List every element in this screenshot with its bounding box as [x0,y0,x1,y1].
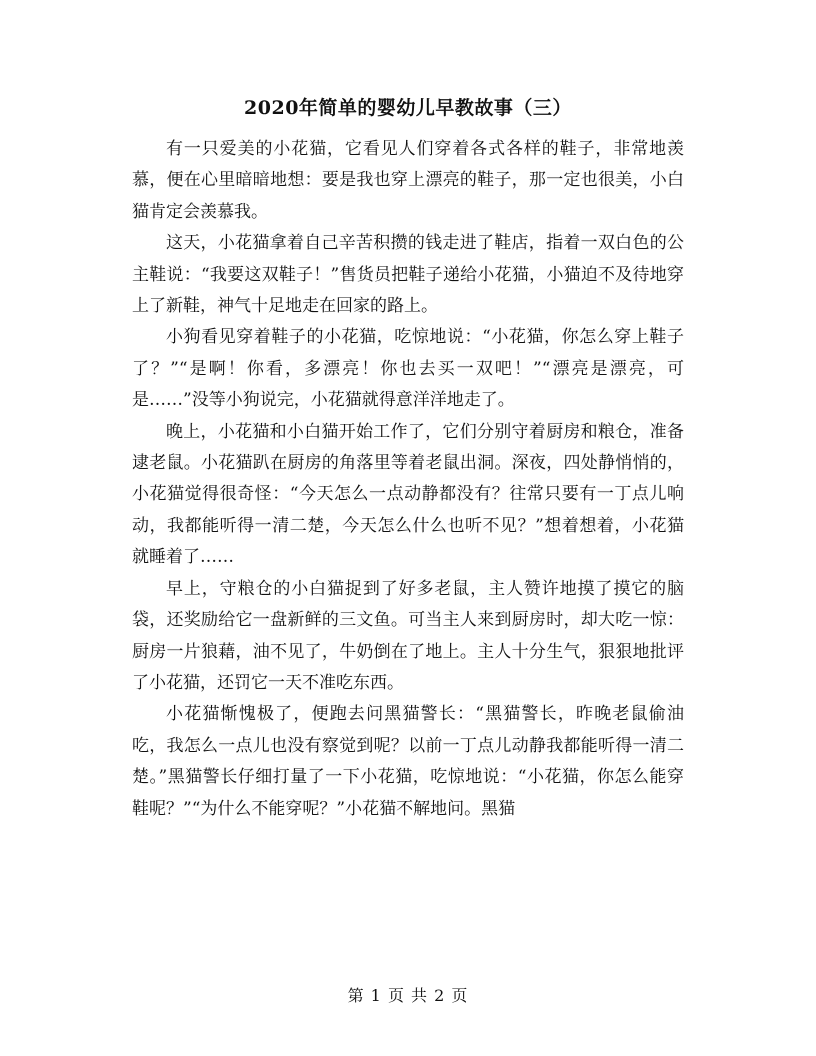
paragraph: 有一只爱美的小花猫，它看见人们穿着各式各样的鞋子，非常地羡慕，便在心里暗暗地想：要是我也穿上漂亮的鞋子，那一定也很美，小白猫肯定会羡慕我。 [132,139,684,222]
document-body [132,134,684,825]
document-title: 2020年简单的婴幼儿早教故事（三） [244,97,572,119]
paragraph: 这天，小花猫拿着自己辛苦积攒的钱走进了鞋店，指着一双白色的公主鞋说：“我要这双鞋子！”售货员把鞋子递给小花猫，小猫迫不及待地穿上了新鞋，神气十足地走在回家的路上。 [132,233,684,317]
paragraph: 小花猫惭愧极了，便跑去问黑猫警长：“黑猫警长，昨晚老鼠偷油吃，我怎么一点儿也没有察觉到呢？以前一丁点儿动静我都能听得一清二楚。”黑猫警长仔细打量了一下小花猫，吃惊地说：“小花猫，你怎么能穿鞋呢？”“为什么不能穿呢？”小花猫不解地问。黑猫 [132,704,684,819]
paragraph: 小狗看见穿着鞋子的小花猫，吃惊地说：“小花猫，你怎么穿上鞋子了？”“是啊！你看，多漂亮！你也去买一双吧！”“漂亮是漂亮，可是……”没等小狗说完，小花猫就得意洋洋地走了。 [132,327,684,411]
paragraph: 早上，守粮仓的小白猫捉到了好多老鼠，主人赞许地摸了摸它的脑袋，还奖励给它一盘新鲜的三文鱼。可当主人来到厨房时，却大吃一惊：厨房一片狼藉，油不见了，牛奶倒在了地上。主人十分生气，狠狠地批评了小花猫，还罚它一天不准吃东西。 [132,578,684,693]
paragraph: 晚上，小花猫和小白猫开始工作了，它们分别守着厨房和粮仓，准备逮老鼠。小花猫趴在厨房的角落里等着老鼠出洞。深夜，四处静悄悄的，小花猫觉得很奇怪：“今天怎么一点动静都没有？往常只要有一丁点儿响动，我都能听得一清二楚，今天怎么什么也听不见？”想着想着，小花猫就睡着了…… [132,421,684,568]
page-footer: 第 1 页 共 2 页 [347,986,469,1005]
